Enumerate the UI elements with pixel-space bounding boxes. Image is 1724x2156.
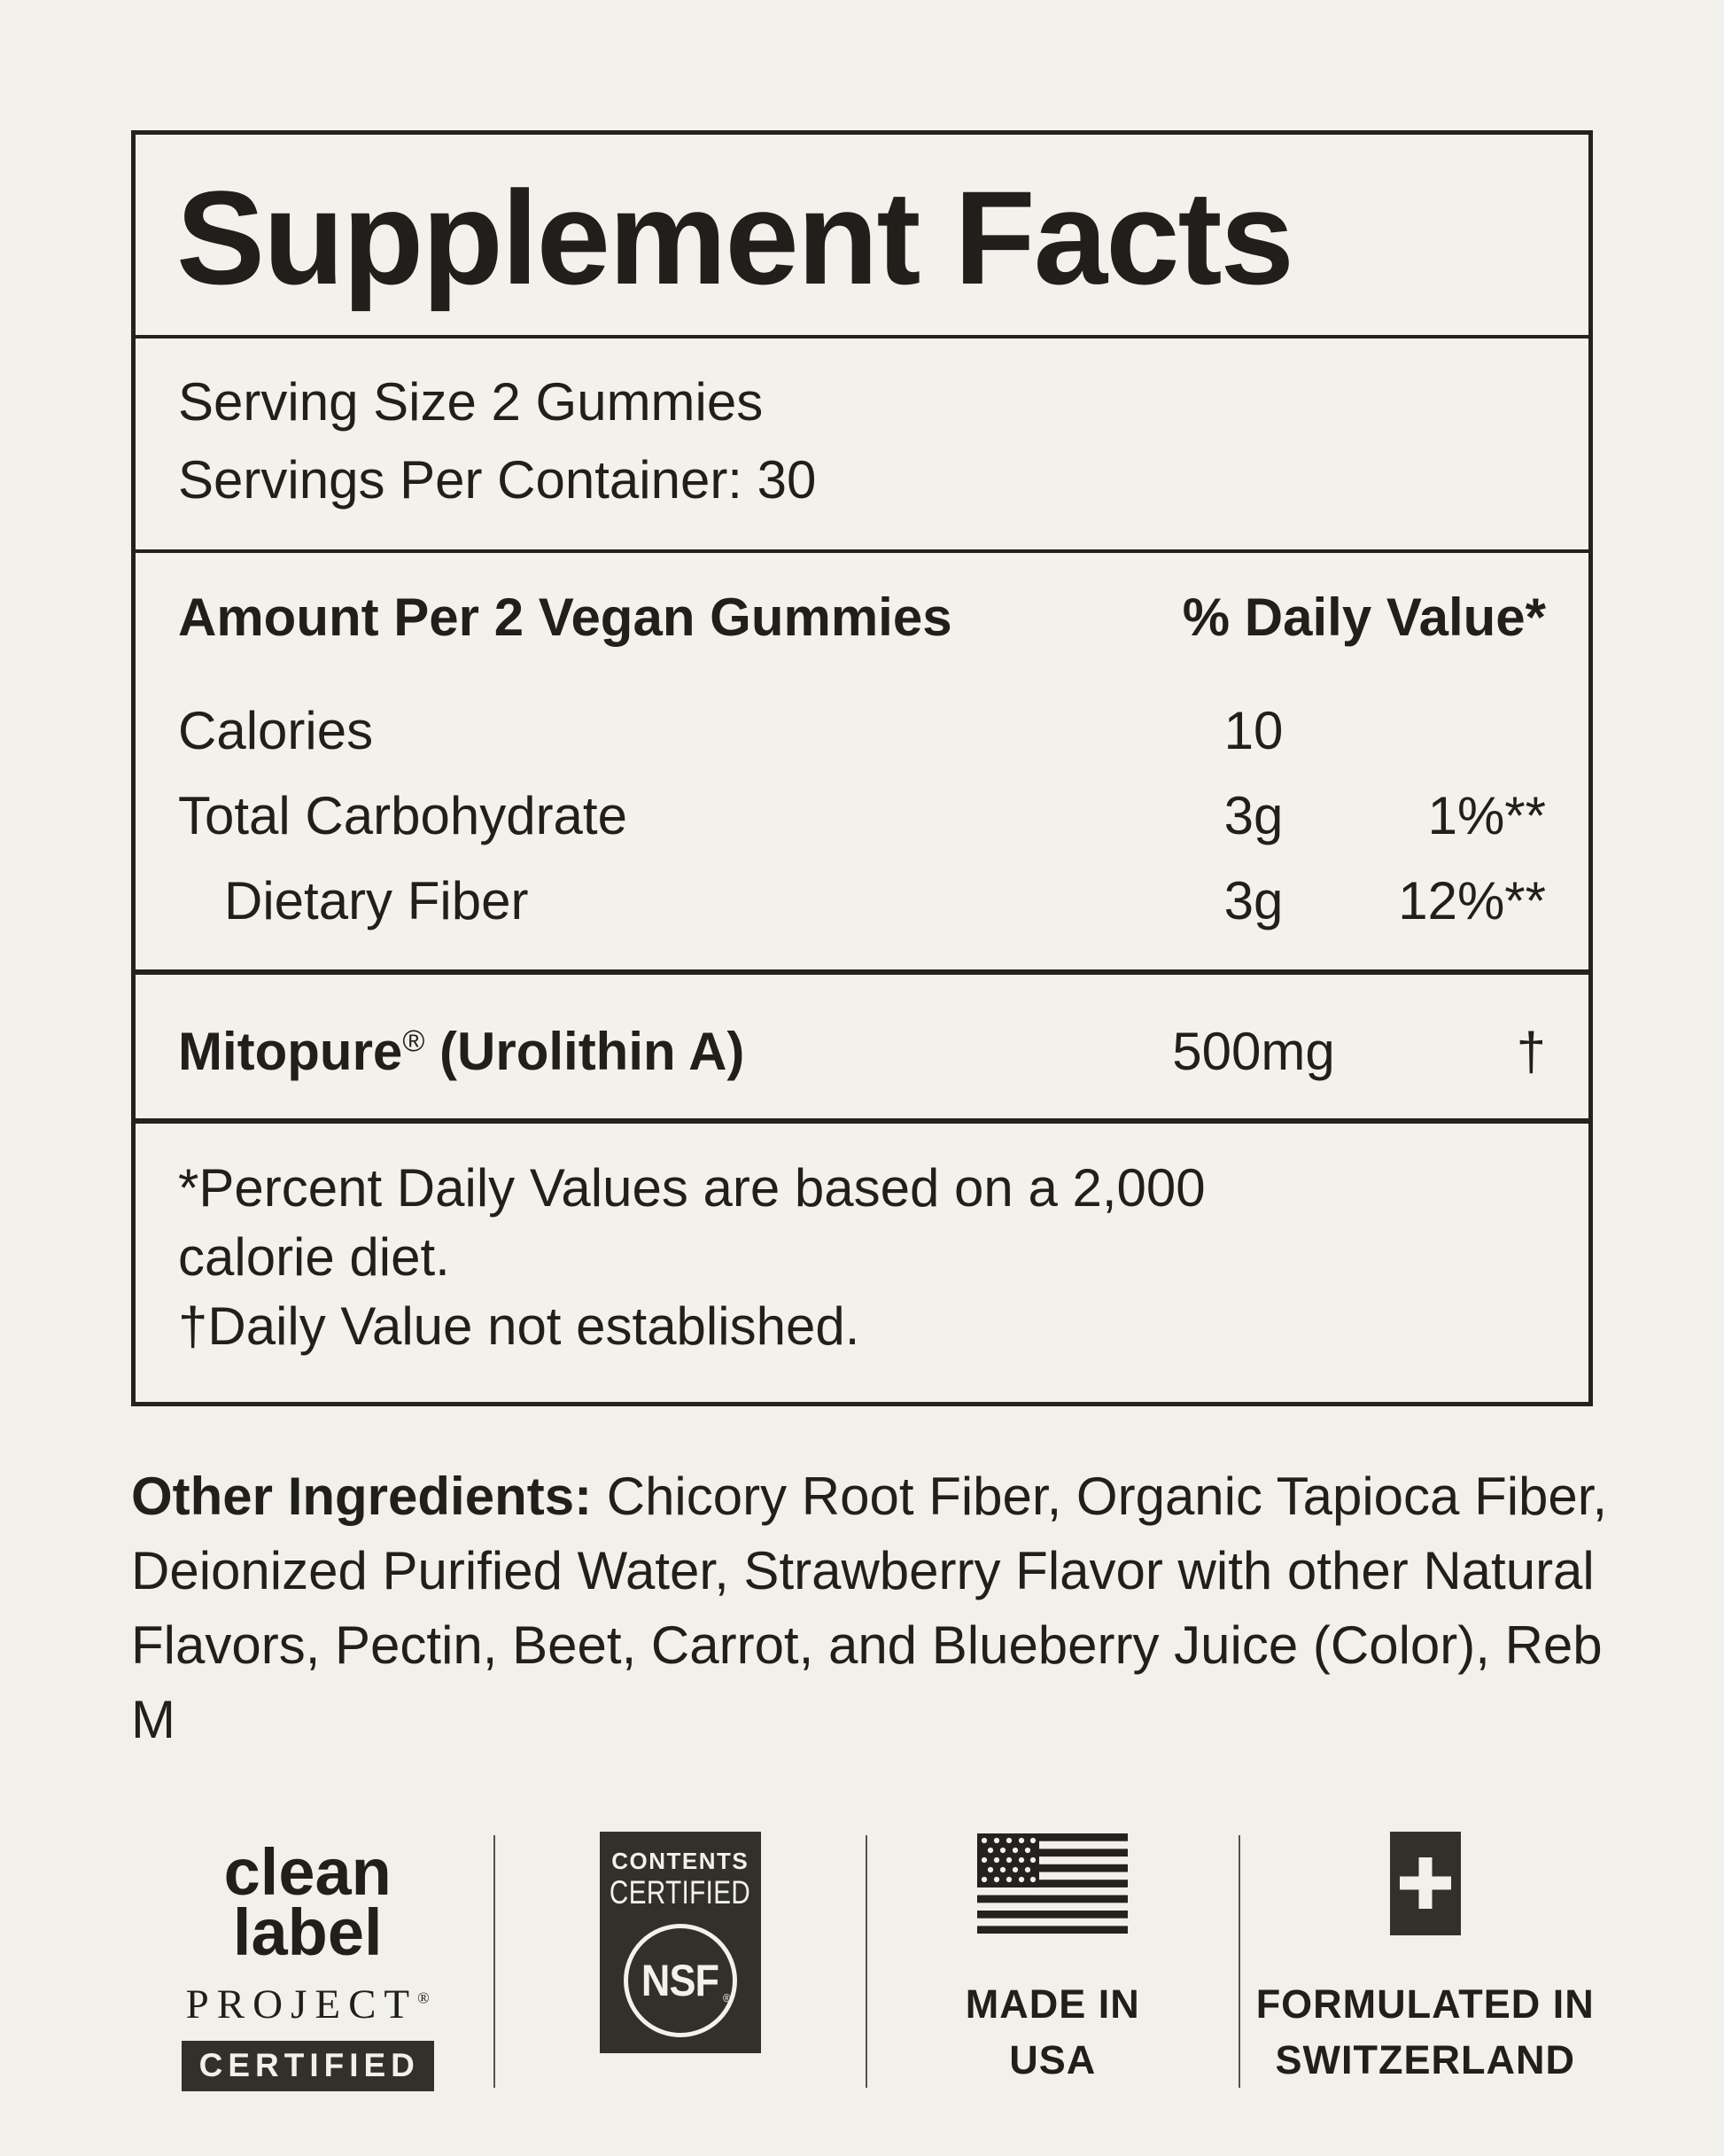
clean-label-word1: clean	[223, 1835, 392, 1909]
formulated-in-switzerland-label	[1256, 1976, 1595, 2088]
certification-badges-row	[122, 1832, 1611, 2091]
nutrients-section	[136, 553, 1588, 969]
row-amount: 10	[1223, 701, 1284, 760]
row-label: Total Carbohydrate	[178, 786, 627, 845]
servings-per-container-line: Servings Per Container: 30	[178, 450, 817, 510]
other-ingredients-paragraph	[131, 1459, 1637, 1757]
amount-per-header: Amount Per 2 Vegan Gummies	[178, 588, 952, 647]
other-ingredients-text: Chicory Root Fiber, Organic Tapioca Fiber, Deionized Purified Water, Strawberry Flavor with other Natural Flavors, Pectin, Beet, Carrot, and Blueberry Juice (Color), Reb M	[131, 1467, 1608, 1749]
footnote-line: calorie diet.	[178, 1227, 450, 1287]
row-amount: 500mg	[1172, 1022, 1335, 1081]
footnote-line: †Daily Value not established.	[178, 1296, 860, 1356]
other-ingredients-label: Other Ingredients:	[131, 1467, 593, 1526]
row-dv: 1%**	[1427, 786, 1546, 845]
supplement-facts-panel	[131, 130, 1593, 1406]
project-text: PROJECT	[185, 1981, 418, 2028]
row-amount: 3g	[1223, 786, 1284, 845]
clean-label-certified-box: CERTIFIED	[182, 2041, 434, 2091]
row-label: Dietary Fiber	[224, 871, 529, 930]
mitopure-section	[136, 975, 1588, 1118]
row-dv: †	[1516, 1022, 1546, 1081]
serving-section	[136, 339, 1588, 549]
clean-label-project-word	[186, 1981, 430, 2028]
row-dv: 12%**	[1398, 871, 1546, 930]
table-row-calories	[178, 700, 1546, 762]
nutrients-header-row	[178, 587, 1546, 649]
table-row-total-carbohydrate	[178, 785, 1546, 847]
usa-text: USA	[1009, 2037, 1097, 2082]
nsf-contents-text: CONTENTS	[611, 1848, 749, 1874]
made-in-text: MADE IN	[965, 1981, 1140, 2027]
nsf-wordmark	[641, 1955, 730, 2006]
nsf-certified-text: CERTIFIED	[610, 1874, 751, 1911]
us-flag-icon	[977, 1832, 1128, 1935]
nsf-circle-icon	[624, 1924, 737, 2037]
row-label: Calories	[178, 701, 374, 760]
formulated-in-text: FORMULATED IN	[1255, 1981, 1595, 2027]
switzerland-text: SWITZERLAND	[1275, 2037, 1575, 2082]
made-in-usa-label	[966, 1976, 1140, 2088]
swiss-cross-icon	[1390, 1832, 1461, 1935]
registered-mark: ®	[402, 1024, 425, 1058]
badge-made-in-usa	[867, 1832, 1239, 2091]
mitopure-brand: Mitopure	[178, 1022, 403, 1081]
nsf-letters: NSF	[641, 1956, 719, 2005]
clean-label-word2: label	[232, 1895, 383, 1969]
row-amount: 3g	[1223, 871, 1284, 930]
registered-mark: ®	[723, 1991, 730, 2004]
table-row-mitopure	[178, 1010, 1546, 1083]
nsf-seal-icon	[600, 1832, 761, 2053]
row-label	[178, 1010, 1138, 1083]
footnote-section	[136, 1124, 1588, 1402]
footnote-line: *Percent Daily Values are based on a 2,000	[178, 1158, 1206, 1218]
page-title: Supplement Facts	[176, 163, 1293, 312]
registered-mark: ®	[417, 1989, 430, 2007]
badge-nsf-certified	[495, 1832, 866, 2091]
daily-value-header: % Daily Value*	[1182, 588, 1546, 647]
serving-size-line: Serving Size 2 Gummies	[178, 372, 764, 432]
badge-formulated-in-switzerland	[1240, 1832, 1611, 2091]
title-section	[136, 135, 1588, 335]
table-row-dietary-fiber	[178, 870, 1546, 932]
badge-clean-label-project	[122, 1832, 493, 2091]
mitopure-compound: (Urolithin A)	[424, 1022, 745, 1081]
